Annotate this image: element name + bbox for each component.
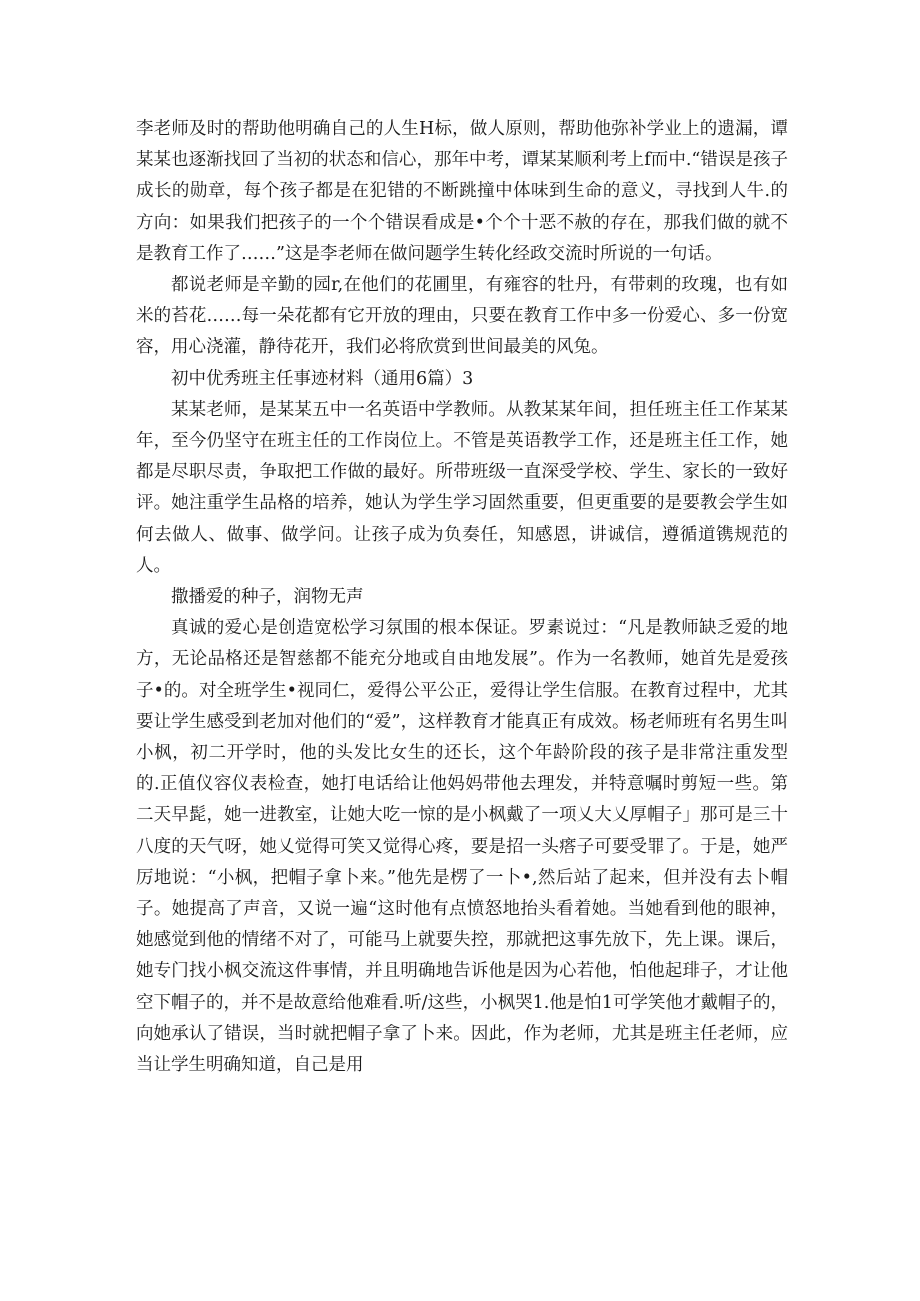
paragraph-4: 真诚的爱心是创造宽松学习氛围的根本保证。罗素说过：“凡是教师缺乏爱的地方，无论品格还是智慈都不能充分地或自由地发展”。作为一名教师，她首先是爱孩子•的。对全班学生•视同仁，爱得公平公正，爱得让学生信服。在教育过程中，尤其要让学生感受到老加对他们的“爱”，这样教育才能真正有成效。杨老师班有名男生叫小枫，初二开学时，他的头发比女生的还长，这个年龄阶段的孩子是非常注重发型的.正值仪容仪表检查，她打电话给让他妈妈带他去理发，并特意嘱时剪短一些。第二天早髭，她一进教室，让她大吃一惊的是小枫戴了一项乂大乂厚帽子」那可是三十八度的天气呀，她乂觉得可笑又觉得心疼，要是招一头瘩子可要受罪了。于是，她严厉地说：“小枫，把帽子拿卜来。”他先是楞了一卜•,然后站了起来，但并没有去卜帽子。她提高了声音，又说一遍“这时他有点愤怒地抬头看着她。当她看到他的眼神，她感觉到他的情绪不对了，可能马上就要失控，那就把这事先放下，先上课。课后，她专门找小枫交流这件事情，并且明确地告诉他是因为心若他，怕他起琲子，才让他空下帽子的，并不是故意给他难看.听/这些，小枫哭1.他是怕1可学笑他才戴帽子的，向她承认了错误，当时就把帽子拿了卜来。因此，作为老师，尤其是班主任老师，应当让学生明确知道，自己是用 [136,618,788,1076]
section-heading: 初中优秀班主任事迹材料（通用6篇）3 [171,368,474,389]
paragraph-2: 都说老师是辛勤的园r,在他们的花圃里，有雍容的牡丹，有带刺的玫瑰，也有如米的苔花……每一朵花都有它开放的理由，只要在教育工作中多一份爱心、多一份宽容，用心浇灌，静待花开，我们必将欣赏到世间最美的风兔。 [136,275,788,358]
document-page [136,114,788,1081]
subheading: 撒播爱的种子，润物无声 [171,587,364,608]
paragraph-3: 某某老师，是某某五中一名英语中学教师。从教某某年间，担任班主任工作某某年，至今仍坚守在班主任的工作岗位上。不管是英语教学工作，还是班主任工作，她都是尽职尽责，争取把工作做的最好。所带班级一直深受学校、学生、家长的一致好评。她注重学生品格的培养，她认为学生学习固然重要，但更重要的是要教会学生如何去做人、做事、做学问。让孩子成为负奏任，知感恩，讲诚信，遵循道镌规范的人。 [136,399,788,576]
paragraph-1: 李老师及时的帮助他明确自己的人生H标，做人原则，帮助他弥补学业上的遗漏，谭某某也逐渐找回了当初的状态和信心，那年中考，谭某某顺利考上f而中.“错误是孩子成长的勋章，每个孩子都是在犯错的不断跳撞中体味到生命的意义，寻找到人牛.的方向：如果我们把孩子的一个个错误看成是•个个十恶不赦的存在，那我们做的就不是教育工作了……”这是李老师在做问题学生转化经政交流时所说的一句话。 [136,119,788,264]
